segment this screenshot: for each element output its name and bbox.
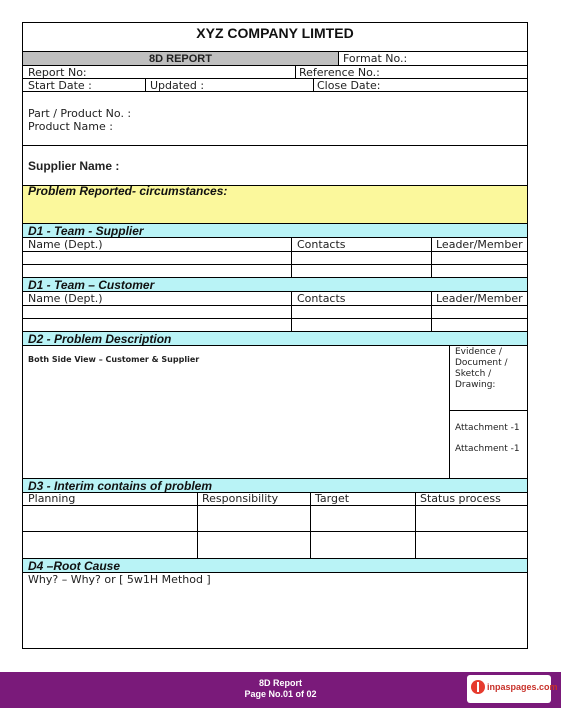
supplier-name-field[interactable]: Supplier Name : — [28, 159, 120, 173]
inpaspages-logo — [467, 675, 558, 703]
d1-customer-title: D1 - Team – Customer — [28, 278, 155, 292]
d1-customer-col-name: Name (Dept.) — [28, 292, 103, 305]
d3-col-planning: Planning — [28, 492, 76, 505]
d1-supplier-col-role: Leader/Member — [436, 238, 523, 251]
d3-col-status: Status process — [420, 492, 501, 505]
d1-supplier-col-contacts: Contacts — [297, 238, 346, 251]
attachment-1[interactable]: Attachment -1 — [455, 423, 520, 433]
attachment-2[interactable]: Attachment -1 — [455, 444, 520, 454]
report-title: 8D REPORT — [149, 53, 212, 65]
d1-supplier-title: D1 - Team - Supplier — [28, 224, 144, 238]
d1-supplier-col-name: Name (Dept.) — [28, 238, 103, 251]
d2-title: D2 - Problem Description — [28, 332, 172, 346]
report-no-field[interactable]: Report No: — [28, 66, 87, 79]
evidence-line-1: Evidence / — [455, 347, 502, 357]
d3-title: D3 - Interim contains of problem — [28, 479, 213, 493]
evidence-line-4: Drawing: — [455, 380, 496, 390]
footer-page-number: Page No.01 of 02 — [244, 689, 317, 699]
reference-no-field[interactable]: Reference No.: — [299, 66, 380, 79]
d3-col-target: Target — [315, 492, 350, 505]
logo-text: inpaspages.com — [487, 682, 558, 692]
format-no-field[interactable]: Format No.: — [343, 52, 408, 65]
8d-report-form — [22, 22, 528, 649]
evidence-line-3: Sketch / — [455, 369, 492, 379]
close-date-field[interactable]: Close Date: — [317, 79, 381, 92]
d2-view-note: Both Side View – Customer & Supplier — [28, 355, 200, 364]
company-title: XYZ COMPANY LIMTED — [196, 25, 354, 41]
part-no-field[interactable]: Part / Product No. : — [28, 107, 132, 120]
d1-customer-col-contacts: Contacts — [297, 292, 346, 305]
footer-doc-title: 8D Report — [258, 678, 302, 688]
product-name-field[interactable]: Product Name : — [28, 120, 113, 133]
updated-field[interactable]: Updated : — [150, 79, 205, 92]
logo-mark-icon — [471, 680, 485, 694]
start-date-field[interactable]: Start Date : — [28, 79, 92, 92]
d3-col-responsibility: Responsibility — [202, 492, 279, 505]
d4-prompt[interactable]: Why? – Why? or [ 5w1H Method ] — [28, 573, 211, 586]
d4-title: D4 –Root Cause — [28, 559, 121, 573]
d1-customer-col-role: Leader/Member — [436, 292, 523, 305]
evidence-line-2: Document / — [455, 358, 508, 368]
problem-reported-label: Problem Reported- circumstances: — [28, 184, 228, 198]
